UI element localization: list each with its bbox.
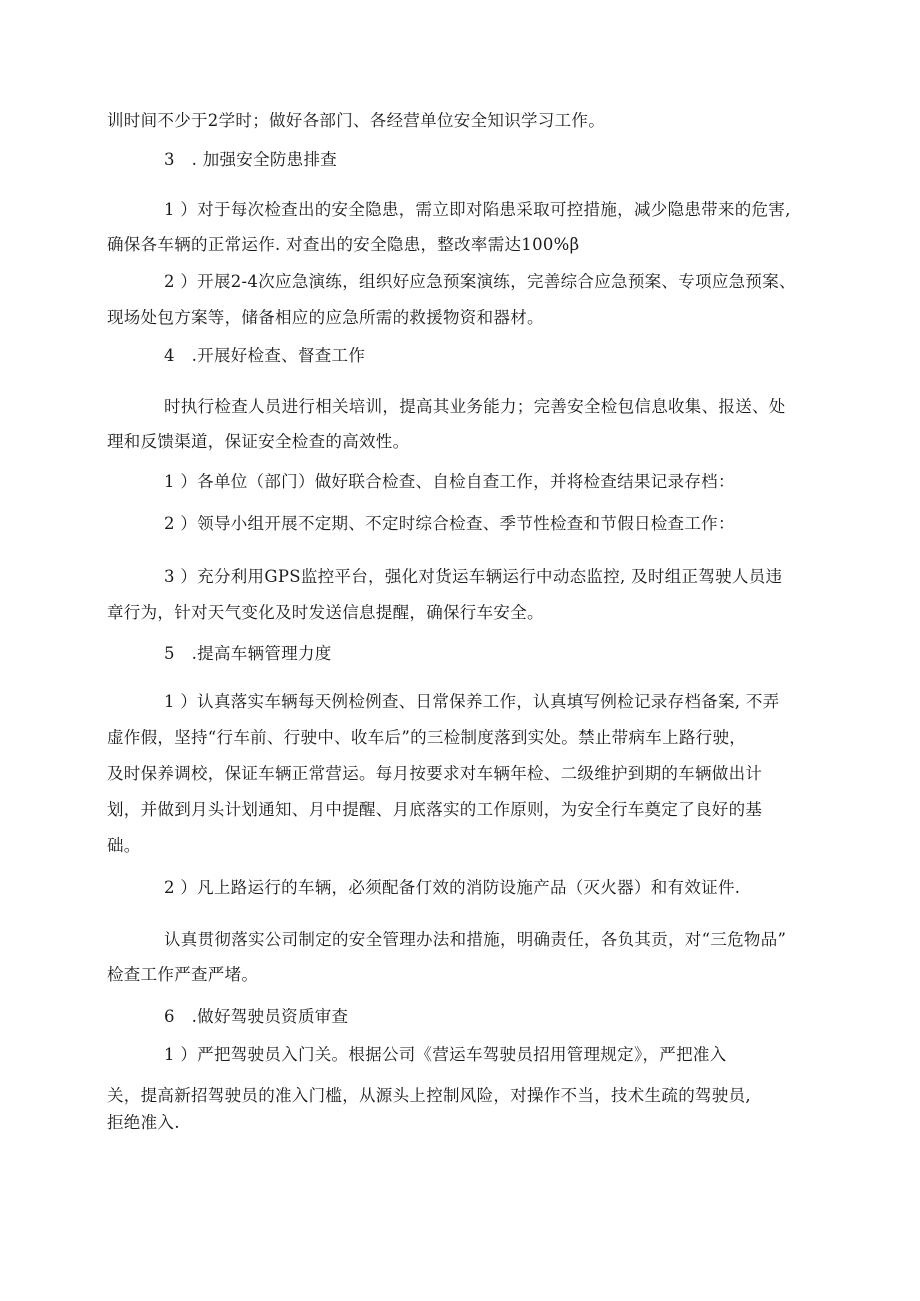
section-heading-5: 5 .提高车辆管理力度 [164,644,332,663]
paragraph-line: 划，并做到月头计划通知、月中提醒、月底落实的工作原则，为安全行车奠定了良好的基 [107,800,763,819]
section-heading-3: 3 . 加强安全防患排查 [164,150,338,169]
paragraph-line: 确保各车辆的正常运作. 对查出的安全隐患，整改率需达100%β [107,235,580,254]
paragraph-line: 及时保养调校，保证车辆正常营运。每月按要求对车辆年检、二级维护到期的车辆做出计 [107,764,763,783]
paragraph-line: 章行为，针对天气变化及时发送信息提醒，确保行车安全。 [107,603,544,622]
section-heading-4: 4 .开展好检查、督查工作 [164,346,366,365]
paragraph-line: 训时间不少于2学时；做好各部门、各经营单位安全知识学习工作。 [107,111,605,130]
paragraph-line: 2 ）领导小组开展不定期、不定时综合检查、季节性检查和节假日检查工作： [164,514,735,533]
paragraph-line: 础。 [107,836,141,855]
paragraph-line: 关，提高新招驾驶员的准入门槛，从源头上控制风险，对操作不当，技术生疏的驾驶员, [107,1086,751,1105]
paragraph-line: 2 ）开展2-4次应急演练，组织好应急预案演练，完善综合应急预案、专项应急预案、 [164,272,796,291]
paragraph-line: 1 ）各单位（部门）做好联合检查、自检自查工作，并将检查结果记录存档： [164,472,735,491]
paragraph-line: 认真贯彻落实公司制定的安全管理办法和措施，明确责任，各负其贡，对“三危物品” [164,930,787,949]
paragraph-line: 2 ）凡上路运行的车辆，必须配备仃效的消防设施产品（灭火器）和有效证件. [164,878,741,897]
paragraph-line: 现场处包方案等，储备相应的应急所需的救援物资和器材。 [107,308,544,327]
paragraph-line: 拒绝准入. [107,1113,180,1132]
paragraph-line: 3 ）充分利用GPS监控平台，强化对货运车辆运行中动态监控, 及时组正驾驶人员违 [164,567,783,586]
paragraph-line: 理和反馈渠道，保证安全检查的高效性。 [107,432,410,451]
paragraph-line: 1 ）认真落实车辆每天例检例查、日常保养工作，认真填写例检记录存档备案, 不弄 [164,692,780,711]
paragraph-line: 时执行检查人员进行相关培训，提高其业务能力；完善安全检包信息收集、报送、处 [164,397,786,416]
paragraph-line: 1 ）对于每次检查出的安全隐患，需立即对陷患采取可控措施，减少隐患带来的危害, [164,200,791,219]
section-heading-6: 6 .做好驾驶员资质审查 [164,1007,349,1026]
paragraph-line: 虚作假，坚持“行车前、行驶中、收车后”的三检制度落到实处。禁止带病车上路行驶， [107,728,747,747]
paragraph-line: 1 ）严把驾驶员入门关。根据公司《营运车驾驶员招用管理规定》，严把准入 [164,1045,727,1064]
paragraph-line: 检查工作严查严堵。 [107,965,259,984]
